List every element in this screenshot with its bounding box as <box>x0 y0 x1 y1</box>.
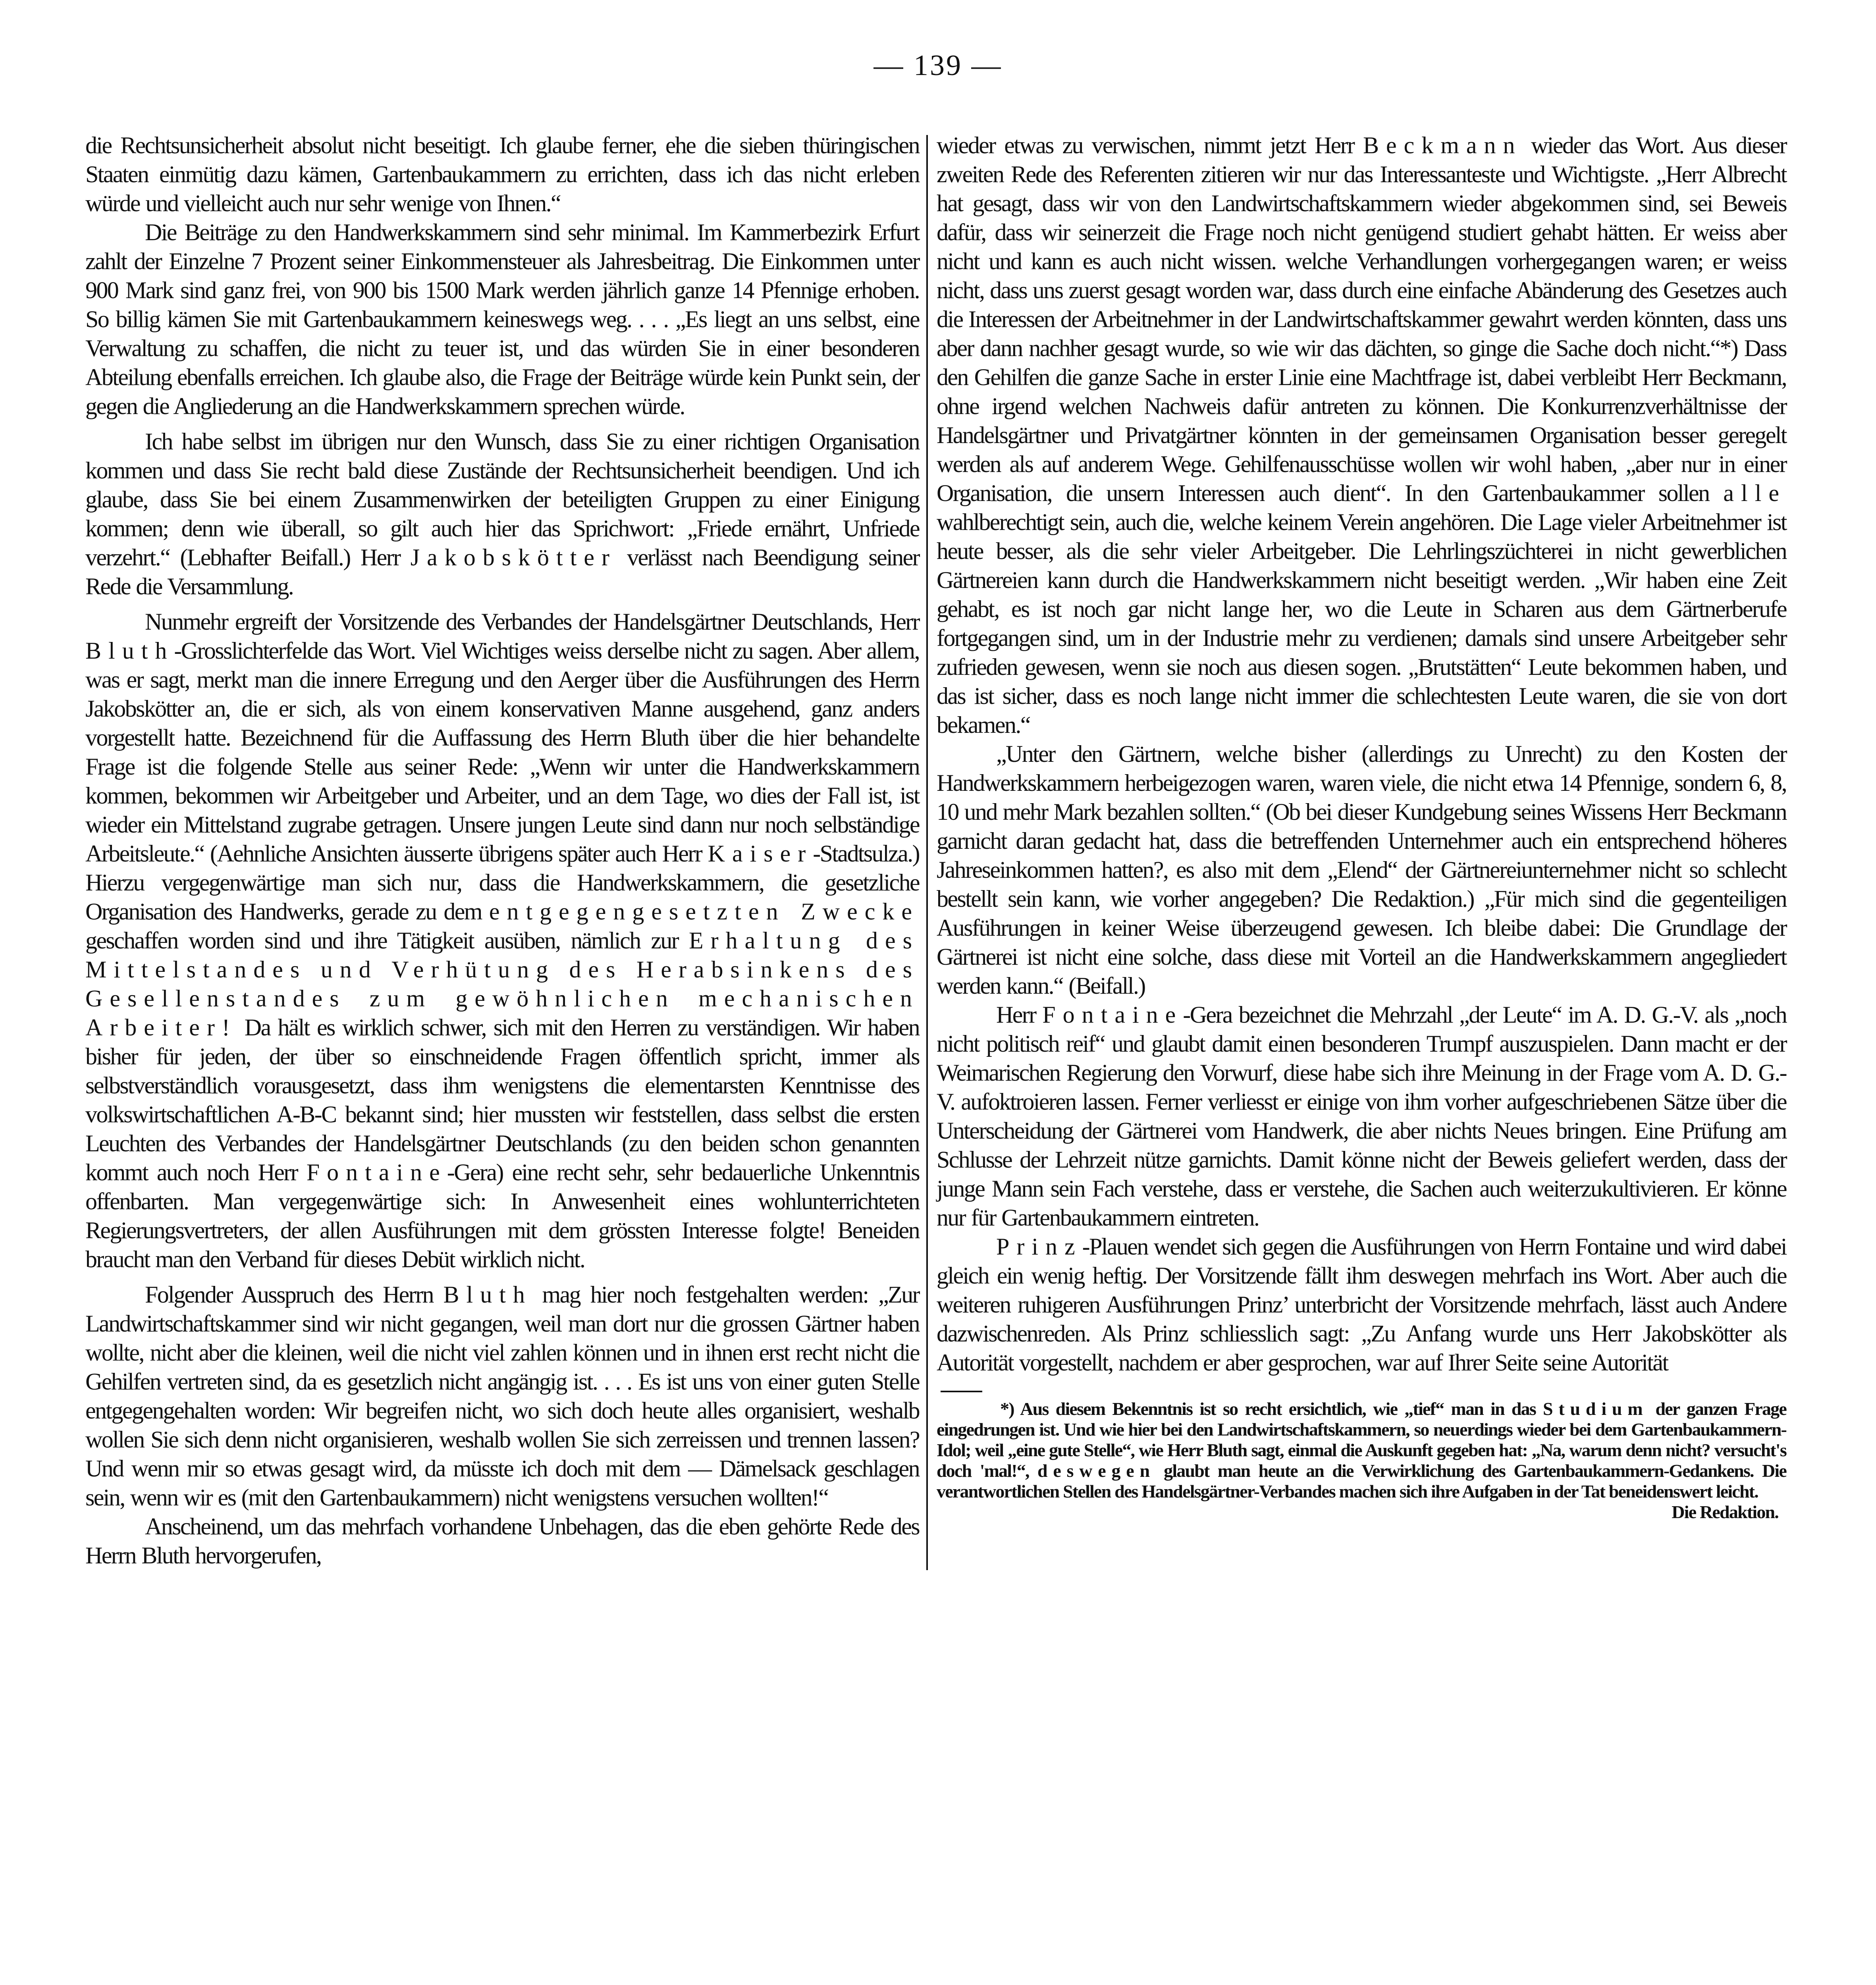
emphasized-text: deswegen <box>1037 1461 1155 1481</box>
text-run: -Gera bezeichnet die Mehrzahl „der Leute“ im A. D. G.-V. als „noch nicht politisch reif“ und glaubt damit einen besonderen Trumpf auszuspielen. Dann macht er der Weimarischen Regierung den Vorwurf, diese habe sich ihre Meinung in der Frage vom A. D. G.-V. aufoktroieren lassen. Ferner verliesst er einige von ihm vorher aufgeschriebenen Sätze über die Unterscheidung der Gärtnerei vom Handwerk, die aber nichts Neues bringen. Eine Prüfung am Schlusse der Lehrzeit nütze garnichts. Damit könne nicht der Beweis geliefert werden, dass der junge Mann sein Fach verstehe, dass er verstehe, die Sachen auch weiterzukultivieren. Er könne nur für Gartenbaukammern eintreten. <box>937 1002 1786 1231</box>
emphasized-text: entgegengesetzten Zwecke <box>489 898 919 925</box>
paragraph <box>85 1512 919 1570</box>
paragraph <box>85 427 919 601</box>
text-run: verlässt nach Beendigung seiner Rede die Versammlung. <box>85 544 919 599</box>
text-run: -Grosslichterfelde das Wort. Viel Wichtiges weiss derselbe nicht zu sagen. Aber allem, was er sagt, merkt man die innere Erregung und den Aerger über die Ausführungen des Herrn Jakobskötter an, die er sich, als von einem konservativen Manne ausgehend, ganz anders vorgestellt hatte. Bezeichnend für die Auffassung des Herrn Bluth über die hier behandelte Frage ist die folgende Stelle aus seiner Rede: „Wenn wir unter die Handwerkskammern kommen, bekommen wir Arbeitgeber und Arbeiter, und an dem Tage, wo dies der Fall ist, ist wieder ein Mittelstand zugrabe getragen. Unsere jungen Leute sind dann nur noch selbständige Arbeitsleute.“ (Aehnliche Ansichten äusserte übrigens später auch Herr <box>85 638 919 867</box>
text-run: wieder etwas zu verwischen, nimmt jetzt Herr <box>937 132 1363 158</box>
footnote <box>937 1399 1786 1522</box>
emphasized-text: Studium <box>1543 1399 1648 1419</box>
emphasized-text: Jakobskötter <box>410 544 617 570</box>
text-run: -Plauen wendet sich gegen die Ausführungen von Herrn Fontaine und wird dabei gleich ein wenig heftig. Der Vorsitzende fällt ihm deswegen mehrfach ins Wort. Aber auch die weiteren ruhigeren Ausführungen Prinz’ unterbricht der Vorsitzende mehrfach, lässt auch Andere dazwischenreden. Als Prinz schliesslich sagt: „Zu Anfang wurde uns Herr Jakobskötter als Autorität vorgestellt, nachdem er aber gesprochen, war auf Ihrer Seite seine Autorität <box>937 1233 1786 1376</box>
paragraph <box>85 1280 919 1512</box>
emphasized-text: Kaiser <box>708 840 813 867</box>
text-run: *) Aus diesem Bekenntnis ist so recht ersichtlich, wie „tief“ man in das <box>1000 1399 1543 1419</box>
text-run: Die Beiträge zu den Handwerkskammern sind sehr minimal. Im Kammerbezirk Erfurt zahlt der Einzelne 7 Prozent seiner Einkommensteuer als Jahresbeitrag. Die Einkommen unter 900 Mark sind ganz frei, von 900 bis 1500 Mark werden jährlich ganze 14 Pfennige erhoben. So billig kämen Sie mit Gartenbaukammern keineswegs weg. . . . „Es liegt an uns selbst, eine Verwaltung zu schaffen, die nicht zu teuer ist, und das würden Sie in einer besonderen Abteilung ebenfalls erreichen. Ich glaube also, die Frage der Beiträge würde kein Punkt sein, der gegen die Angliederung an die Handwerkskammern sprechen würde. <box>85 219 919 419</box>
emphasized-text: Prinz <box>996 1233 1082 1260</box>
text-run: glaubt man heute an die Verwirklichung des Gartenbaukammern-Gedankens. Die verantwortlichen Stellen des Handelsgärtner-Verbandes machen sich ihre Aufgaben in der Tat beneidenswert leicht. <box>937 1461 1786 1501</box>
emphasized-text: Fontaine <box>306 1159 447 1185</box>
emphasized-text: Beckmann <box>1363 132 1522 158</box>
text-run: wahlberechtigt sein, auch die, welche keinem Verein angehören. Die Lage vieler Arbeitnehmer ist heute besser, als die sehr vieler Arbeitgeber. Die Lehrlingszüchterei in nicht gewerblichen Gärtnereien kann durch die Handwerkskammern nicht beseitigt werden. „Wir haben eine Zeit gehabt, es ist noch gar nicht lange her, wo die Leute in Scharen aus dem Gärtnerberufe fortgegangen sind, um in der Industrie mehr zu verdienen; damals sind unsere Arbeitgeber sehr zufrieden gewesen, wenn sie noch aus diesen sogen. „Brutstätten“ Leute bekommen haben, und das ist sicher, dass es noch lange nicht immer die schlechtesten Leute waren, die sie von dort bekamen.“ <box>937 509 1786 738</box>
text-run: Herr <box>996 1002 1043 1028</box>
footnote-divider <box>941 1391 982 1392</box>
paragraph <box>937 740 1786 1000</box>
page-number: — 139 — <box>873 49 1003 82</box>
text-run: -Gera) eine recht sehr, sehr bedauerliche Unkenntnis offenbarten. Man vergegenwärtige sich: In Anwesenheit eines wohlunterrichteten Regierungsvertreters, der allen Ausführungen mit dem grössten Interesse folgte! Beneiden braucht man den Verband für dieses Debüt wirklich nicht. <box>85 1159 919 1272</box>
text-run: mag hier noch festgehalten werden: „Zur Landwirtschaftskammer sind wir nicht gegangen, weil man dort nur die grossen Gärtner haben wollte, nicht aber die kleinen, weil die nicht viel zahlen können und in ihnen erst recht nicht die Gehilfen vertreten sind, da es gesetzlich nicht angängig ist. . . . Es ist uns von einer guten Stelle entgegengehalten worden: Wir begreifen nicht, wo sich doch heute alles organisiert, weshalb wollen Sie sich denn nicht organisieren, weshalb wollen Sie sich zerreissen und trennen lassen? Und wenn mir so etwas gesagt wird, da müsste ich doch mit dem — Dämelsack geschlagen sein, wenn wir es (mit den Gartenbaukammern) nicht wenigstens versuchen wollten!“ <box>85 1282 919 1511</box>
footnote-signature: Die Redaktion. <box>1672 1502 1778 1522</box>
text-run: Anscheinend, um das mehrfach vorhandene Unbehagen, das die eben gehörte Rede des Herrn Bluth hervorgerufen, <box>85 1513 919 1569</box>
text-run: der ganzen Frage eingedrungen ist. Und wie hier bei den Landwirtschaftskammern, so neuerdings wieder bei dem Gartenbaukammern-Idol; weil „eine gute Stelle“, wie Herr Bluth sagt, einmal die Auskunft gegeben hat: „Na, warum denn nicht? versucht's doch 'mal!“, <box>937 1399 1786 1481</box>
text-run: -Stadtsulza.) Hierzu vergegenwärtige man sich nur, dass die Handwerkskammern, die gesetzliche Organisation des Handwerks, gerade zu dem <box>85 840 919 925</box>
emphasized-text: Fontaine <box>1042 1002 1183 1028</box>
text-run: Ich habe selbst im übrigen nur den Wunsch, dass Sie zu einer richtigen Organisation kommen und dass Sie recht bald diese Zustände der Rechtsunsicherheit beendigen. Und ich glaube, dass Sie bei einem Zusammenwirken der beteiligten Gruppen zu einer Einigung kommen; denn wie überall, so gilt auch hier das Sprichwort: „Friede ernährt, Unfriede verzehrt.“ (Lebhafter Beifall.) Herr <box>85 428 919 570</box>
emphasized-text: alle <box>1723 480 1786 506</box>
text-run: Nunmehr ergreift der Vorsitzende des Verbandes der Handelsgärtner Deutschlands, Herr <box>145 609 919 635</box>
paragraph <box>937 1000 1786 1232</box>
article-body <box>85 131 1787 1570</box>
text-run: die Rechtsunsicherheit absolut nicht beseitigt. Ich glaube ferner, ehe die sieben thüringischen Staaten einmütig dazu kämen, Gartenbaukammern zu errichten, dass ich das nicht erleben würde und vielleicht auch nur sehr wenige von Ihnen.“ <box>85 132 919 216</box>
text-run: Folgender Ausspruch des Herrn <box>145 1282 443 1308</box>
paragraph <box>85 607 919 1274</box>
paragraph <box>937 1232 1786 1377</box>
right-column <box>928 131 1786 1377</box>
text-run: wieder das Wort. Aus dieser zweiten Rede des Referenten zitieren wir nur das Interessanteste und Wichtigste. „Herr Albrecht hat gesagt, dass wir von den Landwirtschaftskammern wieder abgekommen sind, sei Beweis dafür, dass wir seinerzeit die Frage noch nicht genügend studiert gehabt hätten. Er weiss aber nicht und kann es auch nicht wissen. welche Verhandlungen vorhergegangen waren; er weiss nicht, dass uns zuerst gesagt worden war, dass durch eine einfache Abänderung des Gesetzes auch die Interessen der Arbeitnehmer in der Landwirtschaftskammer gewahrt werden könnten, dass uns aber dann nachher gesagt wurde, so wie wir das dächten, so ginge die Sache doch nicht.“*) Dass den Gehilfen die ganze Sache in erster Linie eine Machtfrage ist, dabei verbleibt Herr Beckmann, ohne irgend welchen Nachweis dafür antreten zu können. Die Konkurrenzverhältnisse der Handelsgärtner und Privatgärtner könnten in der gemeinsamen Organisation besser geregelt werden als auf anderem Wege. Gehilfenausschüsse wollen wir wohl haben, „aber nur in einer Organisation, die unsern Interessen auch dient“. In den Gartenbaukammer sollen <box>937 132 1786 506</box>
left-column <box>85 131 926 1570</box>
emphasized-text: Bluth <box>85 638 174 664</box>
text-run: Da hält es wirklich schwer, sich mit den Herren zu verständigen. Wir haben bisher für jeden, der über so einschneidende Fragen öffentlich spricht, immer als selbstverständlich vorausgesetzt, dass ihm wenigstens die elementarsten Kenntnisse des volkswirtschaftlichen A-B-C bekannt sind; hier mussten wir feststellen, dass selbst die ersten Leuchten des Verbandes der Handelsgärtner Deutschlands (zu den beiden schon genannten kommt auch noch Herr <box>85 1014 919 1185</box>
text-run: geschaffen worden sind und ihre Tätigkeit ausüben, nämlich zur <box>85 927 689 954</box>
paragraph <box>85 131 919 218</box>
right-column-wrap <box>928 131 1786 1522</box>
emphasized-text: Bluth <box>443 1282 532 1308</box>
text-run: „Unter den Gärtnern, welche bisher (allerdings zu Unrecht) zu den Kosten der Handwerkskammern herbeigezogen waren, waren viele, die nicht etwa 14 Pfennige, sondern 6, 8, 10 und mehr Mark bezahlen sollten.“ (Ob bei dieser Kundgebung seines Wissens Herr Beckmann garnicht daran gedacht hat, dass die betreffenden Unternehmer auch ein entsprechend höheres Jahreseinkommen hatten?, es also mit dem „Elend“ der Gärtnereiunternehmer nicht so schlecht bestellt sein kann, wie vorher angegeben? Die Redaktion.) „Für mich sind die gegenteiligen Ausführungen in keiner Weise überzeugend gewesen. Ich bleibe dabei: Die Grundlage der Gärtnerei ist nicht eine solche, dass diese mit Vorteil an die Handwerkskammern angegliedert werden kann.“ (Beifall.) <box>937 741 1786 999</box>
paragraph <box>85 218 919 421</box>
paragraph <box>937 131 1786 740</box>
footnote-area <box>928 1391 1786 1522</box>
emphasized-text: Erhaltung des Mittelstandes und Verhütung des Herabsinkens des Gesellenstandes zum gewöhnlichen mechanischen Arbeiter! <box>85 927 919 1041</box>
footnote-text <box>937 1399 1786 1502</box>
